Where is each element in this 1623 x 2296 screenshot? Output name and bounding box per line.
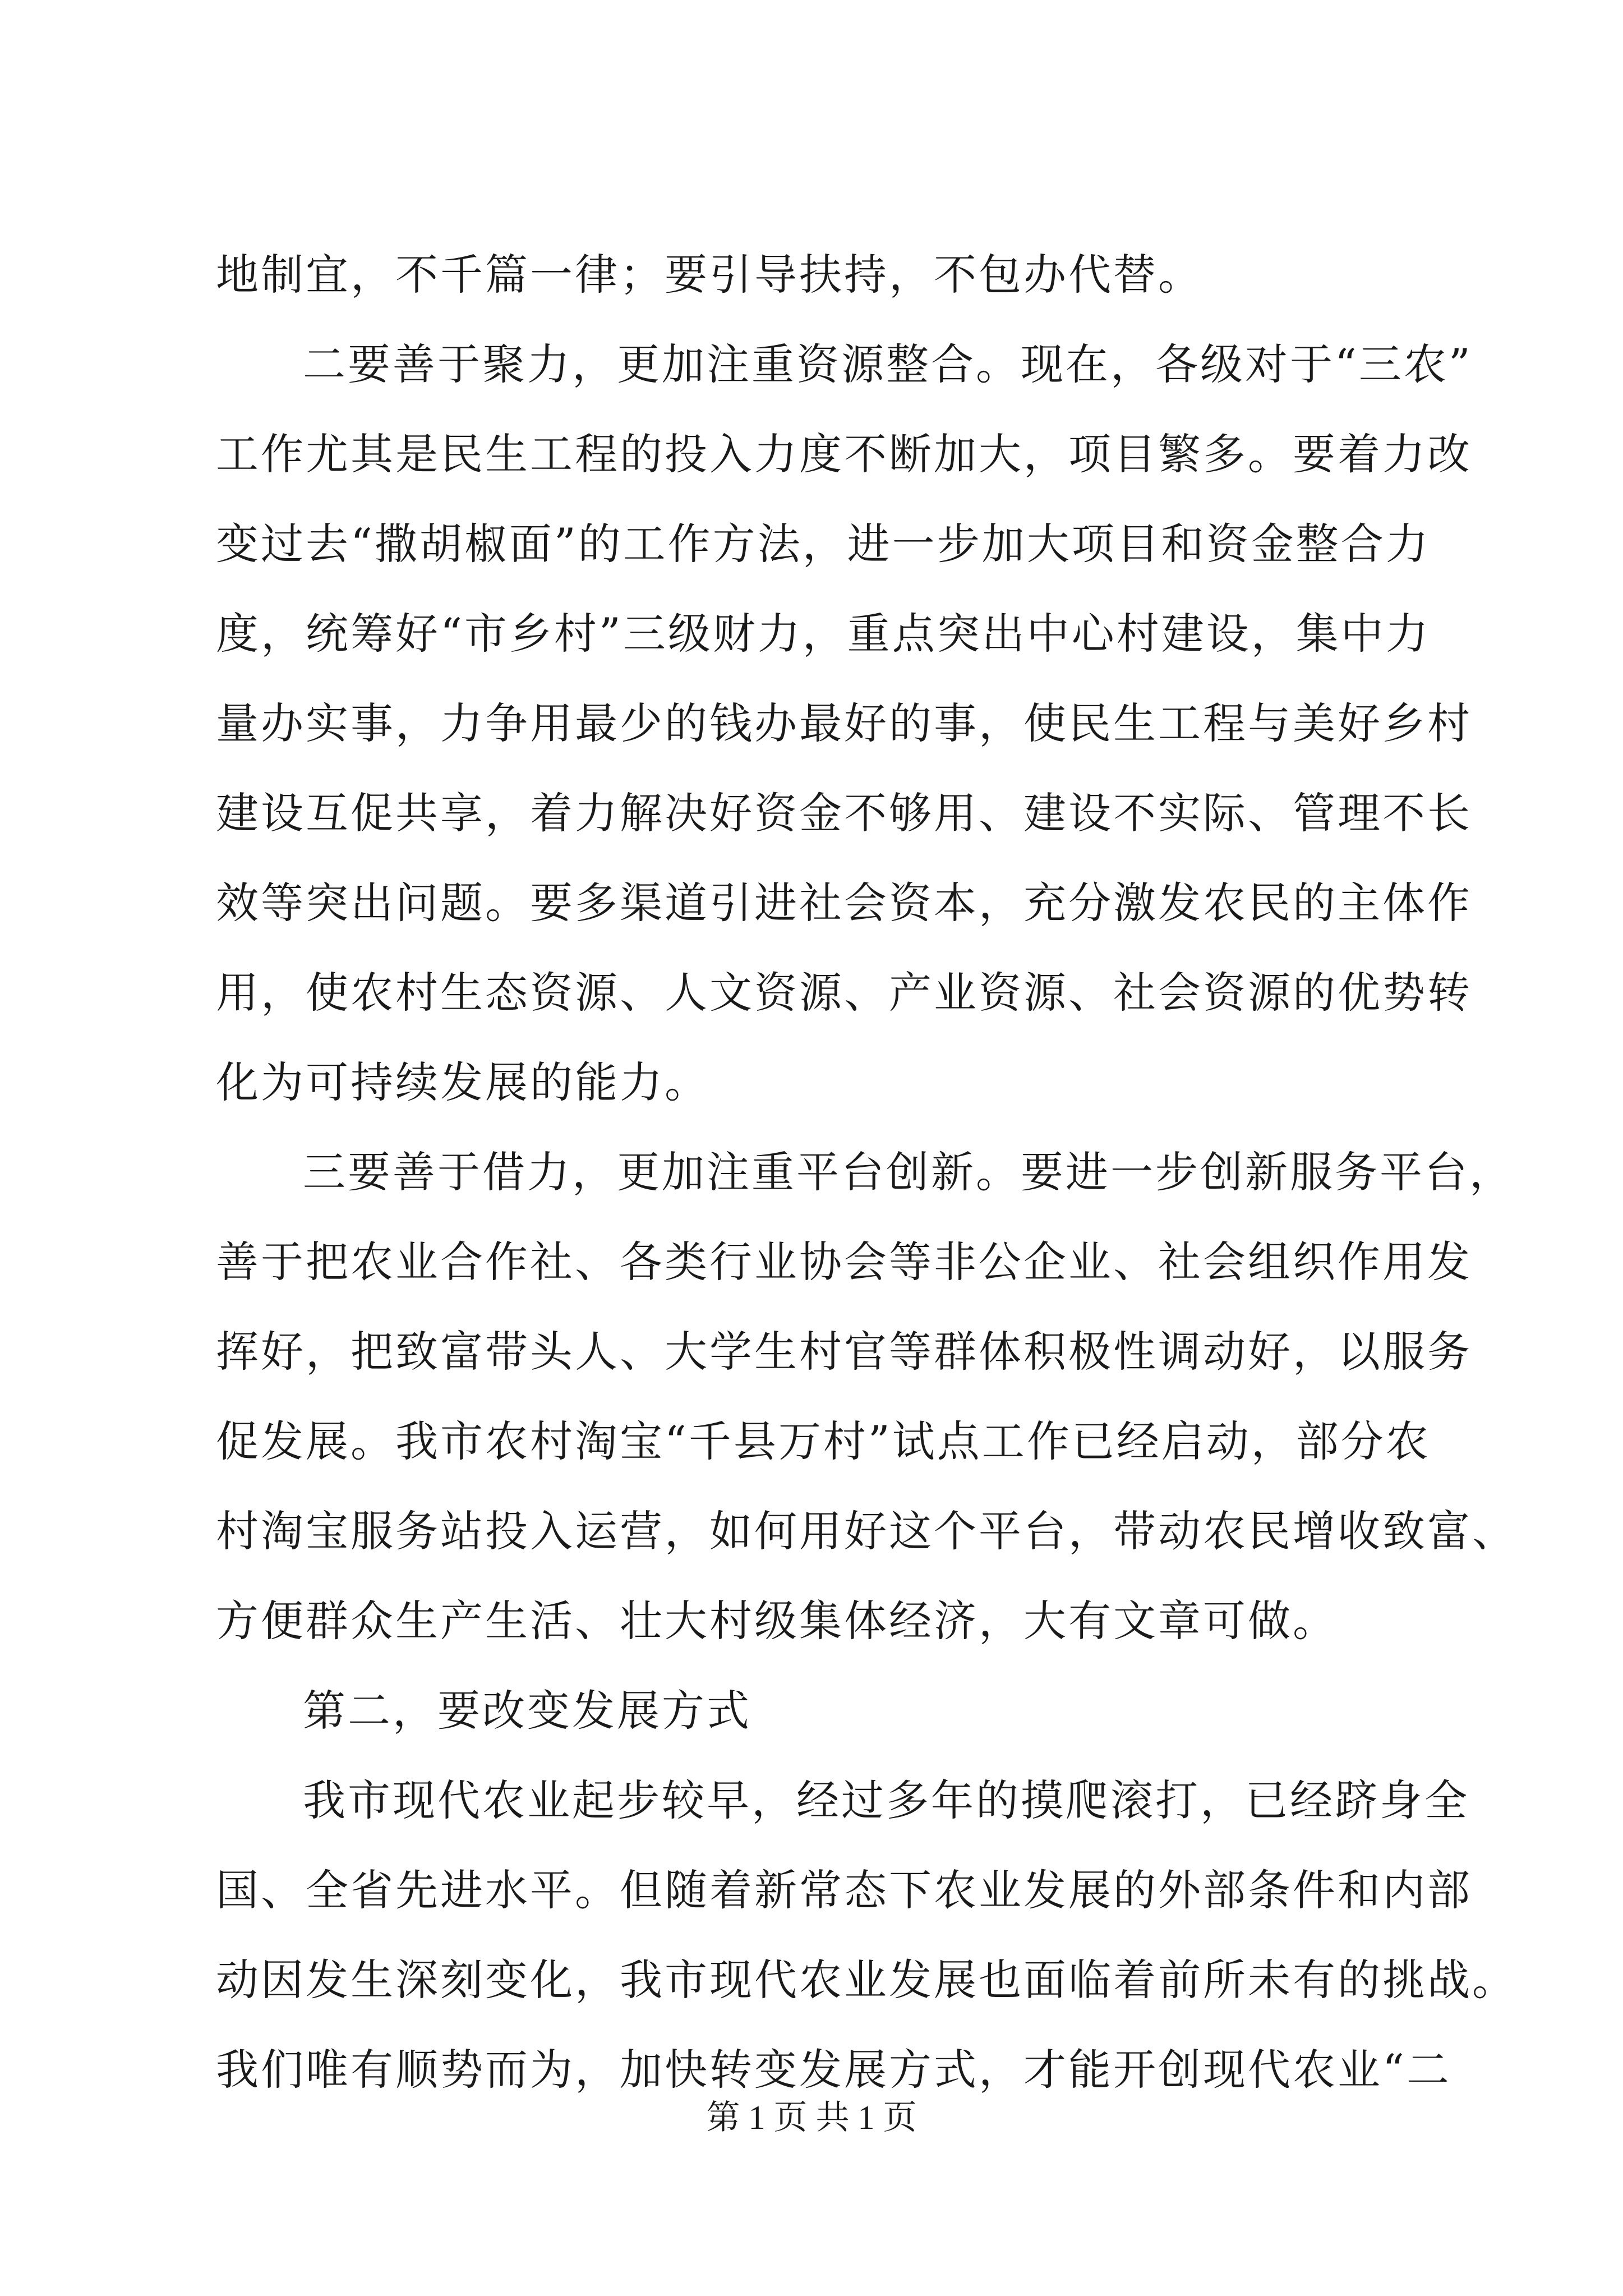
- page-footer: 第 1 页 共 1 页: [706, 2099, 917, 2136]
- paragraph-4-line-2: 国、全省先进水平。但随着新常态下农业发展的外部条件和内部: [216, 1865, 1472, 1915]
- paragraph-3-line-3: 挥好，把致富带头人、大学生村官等群体积极性调动好，以服务: [216, 1327, 1472, 1377]
- section-heading: 第二，要改变发展方式: [303, 1686, 751, 1736]
- paragraph-3-line-4: 促发展。我市农村淘宝“千县万村”试点工作已经启动，部分农: [216, 1416, 1431, 1466]
- paragraph-2-line-2: 工作尤其是民生工程的投入力度不断加大，项目繁多。要着力改: [216, 429, 1472, 479]
- paragraph-4-line-3: 动因发生深刻变化，我市现代农业发展也面临着前所未有的挑战。: [216, 1955, 1517, 2005]
- paragraph-3-line-6: 方便群众生产生活、壮大村级集体经济，大有文章可做。: [216, 1596, 1338, 1646]
- paragraph-2-line-8: 用，使农村生态资源、人文资源、产业资源、社会资源的优势转: [216, 968, 1472, 1018]
- paragraph-2-line-7: 效等突出问题。要多渠道引进社会资本，充分激发农民的主体作: [216, 878, 1472, 928]
- paragraph-2-line-5: 量办实事，力争用最少的钱办最好的事，使民生工程与美好乡村: [216, 698, 1472, 748]
- paragraph-2-line-6: 建设互促共享，着力解决好资金不够用、建设不实际、管理不长: [216, 788, 1472, 838]
- paragraph-1-line-1: 地制宜，不千篇一律；要引导扶持，不包办代替。: [216, 250, 1203, 300]
- paragraph-3-line-1: 三要善于借力，更加注重平台创新。要进一步创新服务平台，: [303, 1147, 1514, 1197]
- paragraph-3-line-5: 村淘宝服务站投入运营，如何用好这个平台，带动农民增收致富、: [216, 1506, 1517, 1556]
- paragraph-2-line-1: 二要善于聚力，更加注重资源整合。现在，各级对于“三农”: [303, 339, 1473, 389]
- paragraph-2-line-3: 变过去“撒胡椒面”的工作方法，进一步加大项目和资金整合力: [216, 519, 1431, 569]
- paragraph-2-line-9: 化为可持续发展的能力。: [216, 1057, 709, 1107]
- paragraph-4-line-4: 我们唯有顺势而为，加快转变发展方式，才能开创现代农业“二: [216, 2045, 1451, 2095]
- paragraph-3-line-2: 善于把农业合作社、各类行业协会等非公企业、社会组织作用发: [216, 1237, 1472, 1287]
- paragraph-2-line-4: 度，统筹好“市乡村”三级财力，重点突出中心村建设，集中力: [216, 609, 1431, 659]
- paragraph-4-line-1: 我市现代农业起步较早，经过多年的摸爬滚打，已经跻身全: [303, 1775, 1469, 1825]
